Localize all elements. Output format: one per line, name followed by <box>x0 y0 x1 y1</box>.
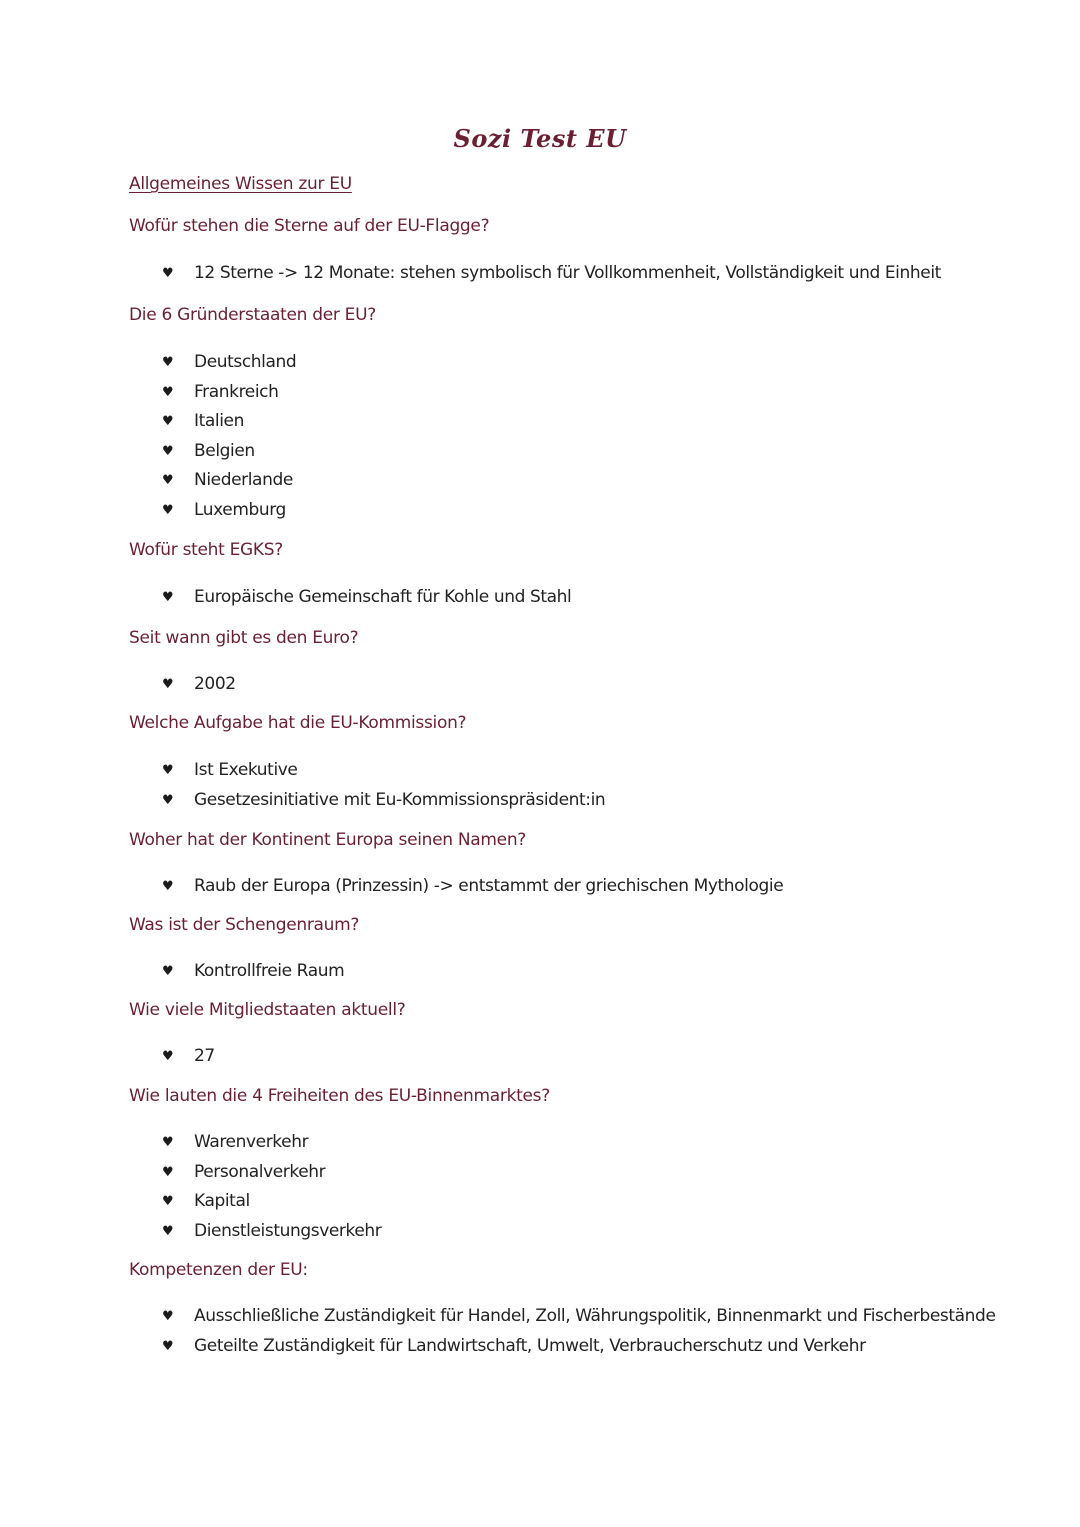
list-item <box>162 496 296 526</box>
answer-list-euro-since <box>162 670 236 700</box>
answer-text: Dienstleistungsverkehr <box>194 1220 382 1241</box>
answer-text: Gesetzesinitiative mit Eu-Kommissionspräsident:in <box>194 789 606 810</box>
answer-text: Niederlande <box>194 470 293 491</box>
answer-text: Warenverkehr <box>194 1132 309 1152</box>
answer-text: Geteilte Zuständigkeit für Landwirtschaft, Umwelt, Verbraucherschutz und Verkehr <box>194 1335 866 1356</box>
heart-bullet-icon: ♥ <box>162 1194 174 1210</box>
list-item <box>162 348 296 378</box>
answer-list-egks <box>162 583 571 613</box>
list-item <box>162 786 605 816</box>
list-item <box>162 670 236 700</box>
answer-list-eu-commission <box>162 756 605 815</box>
heart-bullet-icon: ♥ <box>162 1049 174 1064</box>
question-flag-stars: Wofür stehen die Sterne auf der EU-Flagge? <box>129 216 490 236</box>
list-item <box>162 1158 381 1188</box>
list-item <box>162 437 296 467</box>
answer-list-europe-name <box>162 872 783 902</box>
answer-text: 2002 <box>194 674 236 694</box>
answer-text: Deutschland <box>194 352 297 372</box>
heart-bullet-icon: ♥ <box>162 1338 174 1354</box>
answer-text: Frankreich <box>194 381 279 402</box>
question-europe-name: Woher hat der Kontinent Europa seinen Namen? <box>129 830 527 850</box>
list-item <box>162 756 605 786</box>
heart-bullet-icon: ♥ <box>162 590 174 605</box>
heart-bullet-icon: ♥ <box>162 473 174 489</box>
list-item <box>162 259 941 289</box>
question-four-freedoms: Wie lauten die 4 Freiheiten des EU-Binnenmarktes? <box>129 1086 550 1106</box>
heart-bullet-icon: ♥ <box>162 384 174 400</box>
list-item <box>162 1332 996 1362</box>
answer-text: Ausschließliche Zuständigkeit für Handel, Zoll, Währungspolitik, Binnenmarkt und Fischerbestände <box>194 1306 996 1326</box>
answer-text: Ist Exekutive <box>194 760 298 780</box>
heart-bullet-icon: ♥ <box>162 964 174 979</box>
heart-bullet-icon: ♥ <box>162 502 174 518</box>
heart-bullet-icon: ♥ <box>162 677 174 692</box>
question-euro-since: Seit wann gibt es den Euro? <box>129 628 359 648</box>
section-heading: Allgemeines Wissen zur EU <box>129 174 352 194</box>
question-founding-states: Die 6 Gründerstaaten der EU? <box>129 305 376 325</box>
heart-bullet-icon: ♥ <box>162 414 174 430</box>
list-item <box>162 407 296 437</box>
list-item <box>162 583 571 613</box>
answer-text: 12 Sterne -> 12 Monate: stehen symbolisch für Vollkommenheit, Vollständigkeit und Einheit <box>194 263 941 283</box>
answer-list-founding-states <box>162 348 296 526</box>
page-title: Sozi Test EU <box>453 124 627 153</box>
question-member-states: Wie viele Mitgliedstaaten aktuell? <box>129 1000 406 1020</box>
heart-bullet-icon: ♥ <box>162 266 174 281</box>
heart-bullet-icon: ♥ <box>162 1309 174 1324</box>
heart-bullet-icon: ♥ <box>162 1164 174 1180</box>
answer-text: Raub der Europa (Prinzessin) -> entstammt der griechischen Mythologie <box>194 876 784 896</box>
answer-text: Kontrollfreie Raum <box>194 961 345 981</box>
heart-bullet-icon: ♥ <box>162 355 174 370</box>
list-item <box>162 872 783 902</box>
list-item <box>162 1217 381 1247</box>
question-egks: Wofür steht EGKS? <box>129 540 283 560</box>
heart-bullet-icon: ♥ <box>162 763 174 778</box>
list-item <box>162 1128 381 1158</box>
heart-bullet-icon: ♥ <box>162 1135 174 1150</box>
heart-bullet-icon: ♥ <box>162 792 174 808</box>
answer-list-member-states <box>162 1042 215 1072</box>
answer-text: Europäische Gemeinschaft für Kohle und Stahl <box>194 587 572 607</box>
question-schengen: Was ist der Schengenraum? <box>129 915 360 935</box>
list-item <box>162 466 296 496</box>
list-item <box>162 378 296 408</box>
question-eu-commission: Welche Aufgabe hat die EU-Kommission? <box>129 713 467 733</box>
answer-text: Belgien <box>194 440 255 461</box>
answer-list-schengen <box>162 957 344 987</box>
heart-bullet-icon: ♥ <box>162 879 174 894</box>
answer-text: Kapital <box>194 1191 250 1212</box>
answer-list-competences <box>162 1302 996 1361</box>
answer-text: Italien <box>194 411 244 432</box>
heart-bullet-icon: ♥ <box>162 443 174 459</box>
answer-text: 27 <box>194 1046 215 1066</box>
answer-text: Luxemburg <box>194 499 286 520</box>
list-item <box>162 957 344 987</box>
list-item <box>162 1302 996 1332</box>
heart-bullet-icon: ♥ <box>162 1223 174 1239</box>
answer-list-flag-stars <box>162 259 941 289</box>
list-item <box>162 1187 381 1217</box>
answer-list-four-freedoms <box>162 1128 381 1246</box>
list-item <box>162 1042 215 1072</box>
answer-text: Personalverkehr <box>194 1161 326 1182</box>
question-competences: Kompetenzen der EU: <box>129 1260 308 1280</box>
